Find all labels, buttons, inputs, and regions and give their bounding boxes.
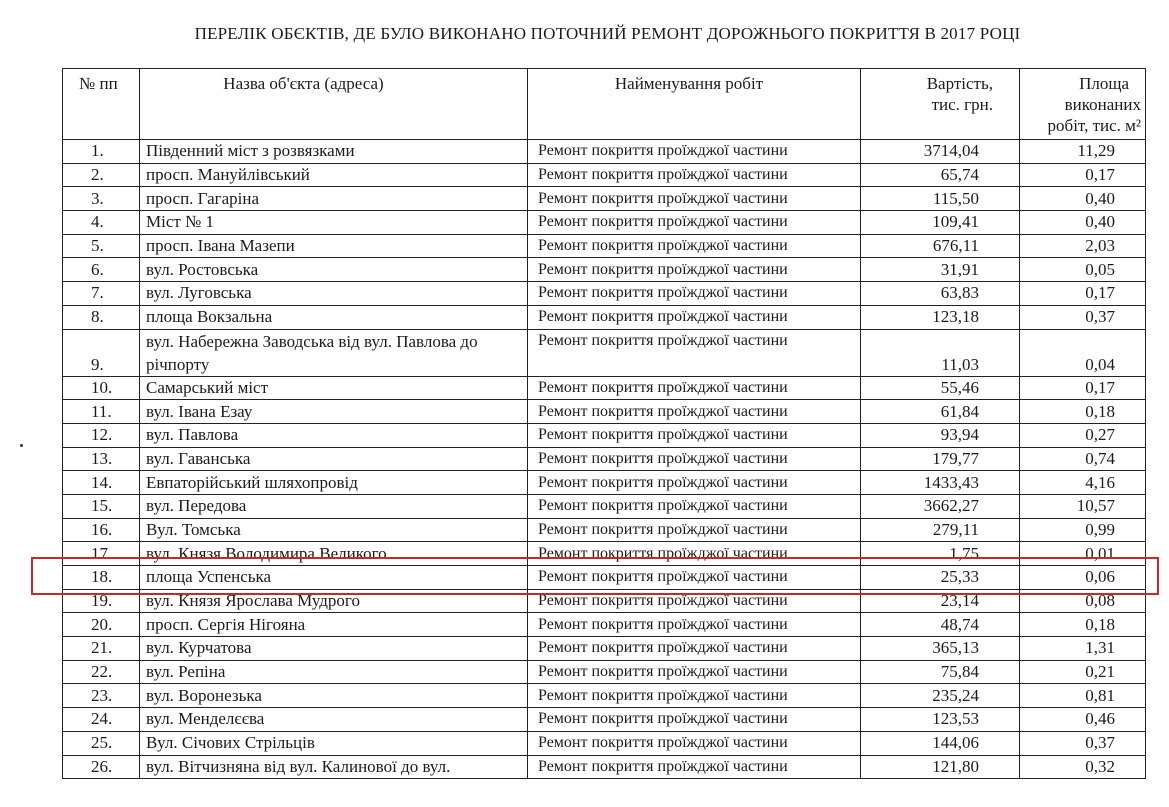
row-work: Ремонт покриття проїжджої частини <box>528 423 861 447</box>
header-area-line2: виконаних <box>1064 95 1141 114</box>
header-address: Назва об'єкта (адреса) <box>140 69 528 140</box>
row-area: 0,37 <box>1020 305 1146 329</box>
row-num: 12. <box>63 423 140 447</box>
row-cost: 3714,04 <box>861 140 1020 164</box>
row-num: 19. <box>63 589 140 613</box>
row-area: 0,40 <box>1020 211 1146 235</box>
row-area: 4,16 <box>1020 471 1146 495</box>
row-num: 2. <box>63 163 140 187</box>
row-address: просп. Мануйлівський <box>140 163 528 187</box>
table-row <box>63 731 1146 755</box>
row-area: 0,05 <box>1020 258 1146 282</box>
row-num: 14. <box>63 471 140 495</box>
row-area: 10,57 <box>1020 494 1146 518</box>
row-cost: 365,13 <box>861 637 1020 661</box>
row-work: Ремонт покриття проїжджої частини <box>528 282 861 306</box>
table-row <box>63 187 1146 211</box>
row-address: вул. Івана Езау <box>140 400 528 424</box>
row-num: 18. <box>63 566 140 590</box>
row-work: Ремонт покриття проїжджої частини <box>528 684 861 708</box>
row-cost: 121,80 <box>861 755 1020 779</box>
row-area: 0,21 <box>1020 660 1146 684</box>
row-address: просп. Івана Мазепи <box>140 234 528 258</box>
row-cost: 123,18 <box>861 305 1020 329</box>
row-num: 7. <box>63 282 140 306</box>
row-area: 0,08 <box>1020 589 1146 613</box>
row-num: 13. <box>63 447 140 471</box>
table-row <box>63 140 1146 164</box>
header-num: № пп <box>63 69 140 140</box>
row-cost: 109,41 <box>861 211 1020 235</box>
row-area: 0,32 <box>1020 755 1146 779</box>
table-row <box>63 708 1146 732</box>
row-num: 20. <box>63 613 140 637</box>
row-address: вул. Павлова <box>140 423 528 447</box>
row-address: вул. Репіна <box>140 660 528 684</box>
row-address: Вул. Січових Стрільців <box>140 731 528 755</box>
table-row <box>63 447 1146 471</box>
table-row <box>63 471 1146 495</box>
table-row <box>63 613 1146 637</box>
row-cost: 31,91 <box>861 258 1020 282</box>
row-work: Ремонт покриття проїжджої частини <box>528 140 861 164</box>
row-area: 0,37 <box>1020 731 1146 755</box>
row-num: 16. <box>63 518 140 542</box>
row-cost: 23,14 <box>861 589 1020 613</box>
row-work: Ремонт покриття проїжджої частини <box>528 234 861 258</box>
row-address: вул. Гаванська <box>140 447 528 471</box>
row-area: 0,06 <box>1020 566 1146 590</box>
row-cost: 61,84 <box>861 400 1020 424</box>
row-num: 15. <box>63 494 140 518</box>
row-area: 0,04 <box>1020 329 1146 376</box>
row-work: Ремонт покриття проїжджої частини <box>528 471 861 495</box>
row-work: Ремонт покриття проїжджої частини <box>528 731 861 755</box>
row-area: 0,27 <box>1020 423 1146 447</box>
table-row <box>63 329 1146 376</box>
document-title: ПЕРЕЛІК ОБЄКТІВ, ДЕ БУЛО ВИКОНАНО ПОТОЧНИЙ РЕМОНТ ДОРОЖНЬОГО ПОКРИТТЯ В 2017 РОЦІ <box>194 24 1021 43</box>
row-address: площа Вокзальна <box>140 305 528 329</box>
row-work: Ремонт покриття проїжджої частини <box>528 376 861 400</box>
row-work: Ремонт покриття проїжджої частини <box>528 589 861 613</box>
row-num: 10. <box>63 376 140 400</box>
row-address: вул. Передова <box>140 494 528 518</box>
table-row <box>63 305 1146 329</box>
table-header-row <box>63 69 1146 140</box>
row-address: просп. Гагаріна <box>140 187 528 211</box>
table-row <box>63 755 1146 779</box>
table-row <box>63 163 1146 187</box>
row-num: 25. <box>63 731 140 755</box>
row-cost: 3662,27 <box>861 494 1020 518</box>
header-area-line3: робіт, тис. м² <box>1047 116 1141 135</box>
row-cost: 1,75 <box>861 542 1020 566</box>
table-row <box>63 423 1146 447</box>
row-address: вул. Набережна Заводська від вул. Павлова до річпорту <box>140 329 528 376</box>
row-work: Ремонт покриття проїжджої частини <box>528 613 861 637</box>
row-cost: 63,83 <box>861 282 1020 306</box>
row-area: 0,18 <box>1020 613 1146 637</box>
row-address: вул. Вітчизняна від вул. Калинової до вул. <box>140 755 528 779</box>
row-area: 0,40 <box>1020 187 1146 211</box>
row-area: 0,17 <box>1020 282 1146 306</box>
row-address: Міст № 1 <box>140 211 528 235</box>
row-cost: 11,03 <box>861 329 1020 376</box>
road-repair-table <box>62 68 1146 779</box>
row-num: 11. <box>63 400 140 424</box>
row-num: 5. <box>63 234 140 258</box>
row-area: 0,81 <box>1020 684 1146 708</box>
header-cost <box>861 69 1020 140</box>
row-num: 23. <box>63 684 140 708</box>
row-work: Ремонт покриття проїжджої частини <box>528 637 861 661</box>
row-area: 0,74 <box>1020 447 1146 471</box>
row-num: 24. <box>63 708 140 732</box>
row-cost: 93,94 <box>861 423 1020 447</box>
row-cost: 123,53 <box>861 708 1020 732</box>
row-cost: 279,11 <box>861 518 1020 542</box>
table-row <box>63 684 1146 708</box>
row-address: Евпаторійський шляхопровід <box>140 471 528 495</box>
table-row <box>63 258 1146 282</box>
row-work: Ремонт покриття проїжджої частини <box>528 163 861 187</box>
row-work: Ремонт покриття проїжджої частини <box>528 305 861 329</box>
row-work: Ремонт покриття проїжджої частини <box>528 542 861 566</box>
row-address: просп. Сергія Нігояна <box>140 613 528 637</box>
table-row <box>63 282 1146 306</box>
row-cost: 48,74 <box>861 613 1020 637</box>
row-work: Ремонт покриття проїжджої частини <box>528 447 861 471</box>
row-cost: 676,11 <box>861 234 1020 258</box>
row-cost: 25,33 <box>861 566 1020 590</box>
row-area: 0,17 <box>1020 163 1146 187</box>
table-row <box>63 518 1146 542</box>
row-area: 0,99 <box>1020 518 1146 542</box>
row-area: 0,01 <box>1020 542 1146 566</box>
row-num: 8. <box>63 305 140 329</box>
row-address: вул. Князя Ярослава Мудрого <box>140 589 528 613</box>
row-num: 9. <box>63 329 140 376</box>
row-address: вул. Ростовська <box>140 258 528 282</box>
row-work: Ремонт покриття проїжджої частини <box>528 329 861 376</box>
row-num: 4. <box>63 211 140 235</box>
table-body <box>63 140 1146 779</box>
table-row <box>63 494 1146 518</box>
table-row <box>63 211 1146 235</box>
row-num: 1. <box>63 140 140 164</box>
row-work: Ремонт покриття проїжджої частини <box>528 708 861 732</box>
row-address: вул. Курчатова <box>140 637 528 661</box>
header-area-line1: Площа <box>1079 74 1129 93</box>
row-cost: 115,50 <box>861 187 1020 211</box>
row-address: вул. Воронезька <box>140 684 528 708</box>
header-work: Найменування робіт <box>528 69 861 140</box>
scan-speck <box>20 444 23 447</box>
row-address: Самарський міст <box>140 376 528 400</box>
row-num: 26. <box>63 755 140 779</box>
table-row <box>63 660 1146 684</box>
row-address: вул. Луговська <box>140 282 528 306</box>
highlight-box <box>31 557 1159 595</box>
row-work: Ремонт покриття проїжджої частини <box>528 660 861 684</box>
row-cost: 235,24 <box>861 684 1020 708</box>
table-row <box>63 637 1146 661</box>
table-row <box>63 234 1146 258</box>
row-address: вул. Менделєєва <box>140 708 528 732</box>
row-address: Вул. Томська <box>140 518 528 542</box>
row-area: 0,17 <box>1020 376 1146 400</box>
row-work: Ремонт покриття проїжджої частини <box>528 211 861 235</box>
row-num: 17. <box>63 542 140 566</box>
header-cost-line2: тис. грн. <box>931 95 993 114</box>
row-cost: 179,77 <box>861 447 1020 471</box>
row-cost: 144,06 <box>861 731 1020 755</box>
row-num: 22. <box>63 660 140 684</box>
row-work: Ремонт покриття проїжджої частини <box>528 258 861 282</box>
row-work: Ремонт покриття проїжджої частини <box>528 755 861 779</box>
row-cost: 55,46 <box>861 376 1020 400</box>
row-num: 21. <box>63 637 140 661</box>
row-work: Ремонт покриття проїжджої частини <box>528 494 861 518</box>
row-address: вул. Князя Володимира Великого <box>140 542 528 566</box>
row-address: площа Успенська <box>140 566 528 590</box>
row-cost: 65,74 <box>861 163 1020 187</box>
row-area: 2,03 <box>1020 234 1146 258</box>
row-work: Ремонт покриття проїжджої частини <box>528 187 861 211</box>
row-area: 11,29 <box>1020 140 1146 164</box>
table-row <box>63 376 1146 400</box>
row-cost: 75,84 <box>861 660 1020 684</box>
row-num: 6. <box>63 258 140 282</box>
row-work: Ремонт покриття проїжджої частини <box>528 400 861 424</box>
row-num: 3. <box>63 187 140 211</box>
table-row <box>63 400 1146 424</box>
row-cost: 1433,43 <box>861 471 1020 495</box>
row-area: 0,46 <box>1020 708 1146 732</box>
header-area <box>1020 69 1146 140</box>
row-work: Ремонт покриття проїжджої частини <box>528 518 861 542</box>
row-area: 1,31 <box>1020 637 1146 661</box>
row-area: 0,18 <box>1020 400 1146 424</box>
header-cost-line1: Вартість, <box>926 74 993 93</box>
row-work: Ремонт покриття проїжджої частини <box>528 566 861 590</box>
row-address: Південний міст з розвязками <box>140 140 528 164</box>
